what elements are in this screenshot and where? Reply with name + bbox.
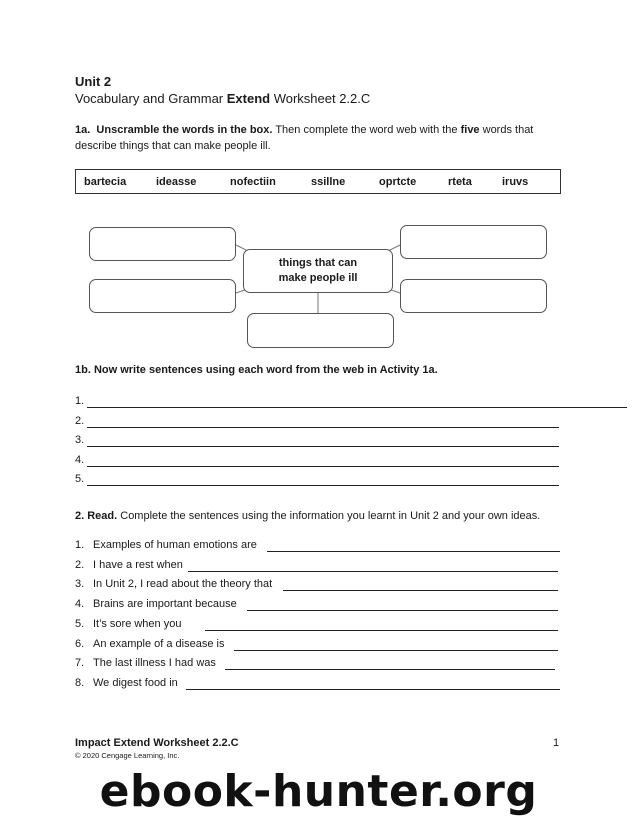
activity-bold-instruction: Unscramble the words in the box. — [96, 124, 273, 136]
sentence-stem: We digest food in — [93, 677, 178, 689]
sentence-number: 1. — [75, 539, 85, 551]
answer-line — [87, 446, 559, 447]
sentence-number: 8. — [75, 677, 85, 689]
scrambled-word: iruvs — [502, 176, 529, 188]
web-answer-box[interactable] — [400, 225, 547, 259]
sentence-number: 5. — [75, 618, 85, 630]
scrambled-word: ideasse — [156, 176, 197, 188]
scrambled-word: bartecia — [84, 176, 127, 188]
answer-line — [225, 669, 555, 670]
scrambled-word: rteta — [448, 176, 472, 188]
activity-instruction-bold: five — [460, 124, 480, 136]
sentence-stem: It’s sore when you — [93, 618, 182, 630]
sentence-stem: An example of a disease is — [93, 638, 225, 650]
web-center-line: make people ill — [278, 272, 358, 284]
word-web — [0, 0, 637, 360]
web-answer-box[interactable] — [89, 279, 236, 313]
page-number: 1 — [553, 737, 560, 749]
answer-line — [87, 485, 559, 486]
scrambled-word: oprtcte — [379, 176, 417, 188]
answer-line — [87, 466, 559, 467]
line-number: 5. — [75, 473, 85, 485]
answer-line — [87, 407, 627, 408]
sentence-number: 4. — [75, 598, 85, 610]
sentence-stem: In Unit 2, I read about the theory that — [93, 578, 273, 590]
web-center-line: things that can — [278, 257, 358, 269]
line-number: 1. — [75, 395, 85, 407]
sentence-number: 3. — [75, 578, 85, 590]
sentence-number: 2. — [75, 559, 85, 571]
watermark: ebook-hunter.org — [99, 766, 538, 817]
activity-label: 1a. — [75, 124, 91, 136]
answer-line — [87, 427, 559, 428]
footer-title: Impact Extend Worksheet 2.2.C — [75, 737, 239, 749]
web-answer-box[interactable] — [400, 279, 547, 313]
activity-instruction: Complete the sentences using the information you learnt in Unit 2 and your own ideas. — [117, 510, 541, 522]
web-answer-box[interactable] — [247, 313, 394, 348]
activity-label: 2. Read. — [75, 510, 118, 522]
answer-line — [186, 689, 560, 690]
subtitle-bold: Extend — [226, 91, 271, 106]
copyright-notice: © 2020 Cengage Learning, Inc. — [75, 751, 180, 760]
answer-line — [283, 590, 558, 591]
unit-heading: Unit 2 — [75, 74, 112, 89]
answer-line — [267, 551, 560, 552]
activity-1b-instructions: 1b. Now write sentences using each word from the web in Activity 1a. — [75, 364, 438, 376]
web-answer-box[interactable] — [89, 227, 236, 261]
subtitle-suffix: Worksheet 2.2.C — [270, 91, 371, 106]
answer-line — [188, 571, 558, 572]
sentence-number: 6. — [75, 638, 85, 650]
activity-instruction-end: words that describe things that can make people ill. — [75, 124, 534, 152]
subtitle-text: Vocabulary and Grammar — [75, 91, 227, 106]
web-center-node — [243, 249, 393, 293]
sentence-stem: The last illness I had was — [93, 657, 216, 669]
scrambled-word: nofectiin — [230, 176, 276, 188]
line-number: 2. — [75, 415, 85, 427]
answer-line — [247, 610, 558, 611]
activity-instruction: Then complete the word web with the — [272, 124, 461, 136]
sentence-stem: Brains are important because — [93, 598, 237, 610]
scrambled-word: ssillne — [311, 176, 346, 188]
answer-line — [234, 650, 558, 651]
line-number: 3. — [75, 434, 85, 446]
sentence-number: 7. — [75, 657, 85, 669]
line-number: 4. — [75, 454, 85, 466]
sentence-stem: Examples of human emotions are — [93, 539, 257, 551]
sentence-stem: I have a rest when — [93, 559, 183, 571]
answer-line — [205, 630, 558, 631]
activity-2-instructions — [75, 510, 540, 522]
